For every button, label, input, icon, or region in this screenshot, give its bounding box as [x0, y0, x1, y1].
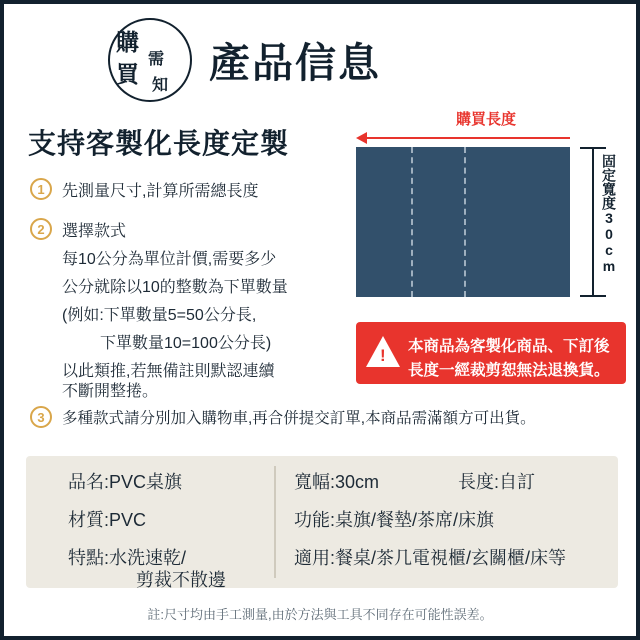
cut-line-dashed-2: [464, 147, 466, 297]
detail-line-4: 下單數量10=100公分長): [100, 335, 272, 352]
step-3-text: 多種款式請分別加入購物車,再合併提交訂單,本商品需滿額方可出貨。: [62, 410, 536, 427]
detail-line-2: 公分就除以10的整數為下單數量: [62, 279, 288, 296]
spec-function: 功能:桌旗/餐墊/茶席/床旗: [294, 510, 495, 530]
warning-exclamation: !: [380, 346, 386, 365]
width-measure-line: [592, 147, 594, 297]
spec-material: 材質:PVC: [68, 510, 147, 530]
seal-char-1: 購: [116, 29, 139, 55]
subtitle: 支持客製化長度定製: [28, 128, 290, 159]
fixed-width-label: 固定寬度30cm: [601, 154, 617, 274]
arrow-head-icon: [356, 132, 367, 144]
warning-line-1: 本商品為客製化商品、下訂後: [408, 338, 610, 355]
step-1-text: 先測量尺寸,計算所需總長度: [62, 183, 259, 200]
spec-width: 寬幅:30cm: [294, 472, 380, 492]
step-1-number: 1: [30, 178, 52, 200]
spec-panel: [26, 456, 618, 588]
spec-feature-line-2: 剪裁不散邊: [136, 570, 226, 590]
spec-length: 長度:自訂: [458, 472, 536, 492]
step-3-number: 3: [30, 406, 52, 428]
detail-line-3: (例如:下單數量5=50公分長,: [62, 307, 257, 324]
header: [4, 10, 636, 102]
buy-length-label: 購買長度: [456, 111, 517, 128]
seal-char-4: 知: [152, 77, 169, 94]
length-arrow: [356, 132, 570, 144]
detail-line-1: 每10公分為單位計價,需要多少: [62, 251, 277, 268]
seal-stamp: [108, 18, 194, 104]
warning-banner: [356, 322, 626, 384]
spec-feature-line-1: 特點:水洗速乾/: [68, 548, 187, 568]
page-title: 產品信息: [209, 40, 381, 86]
detail-line-5: 以此類推,若無備註則默認連續: [62, 363, 275, 380]
seal-char-3: 需: [148, 51, 165, 68]
spec-divider: [274, 466, 276, 578]
arrow-line: [366, 137, 570, 139]
spec-product-name: 品名:PVC桌旗: [68, 472, 183, 492]
detail-line-6: 不斷開整捲。: [62, 383, 159, 400]
footnote: 註:尺寸均由手工測量,由於方法與工具不同存在可能性誤差。: [147, 607, 493, 622]
cloth-illustration: [356, 147, 570, 297]
spec-usage: 適用:餐桌/茶几電視櫃/玄關櫃/床等: [294, 548, 567, 568]
seal-char-2: 買: [116, 61, 139, 87]
step-2-text: 選擇款式: [62, 223, 127, 240]
cut-line-dashed-1: [411, 147, 413, 297]
warning-line-2: 長度一經裁剪恕無法退換貨。: [408, 362, 610, 379]
step-2-number: 2: [30, 218, 52, 240]
